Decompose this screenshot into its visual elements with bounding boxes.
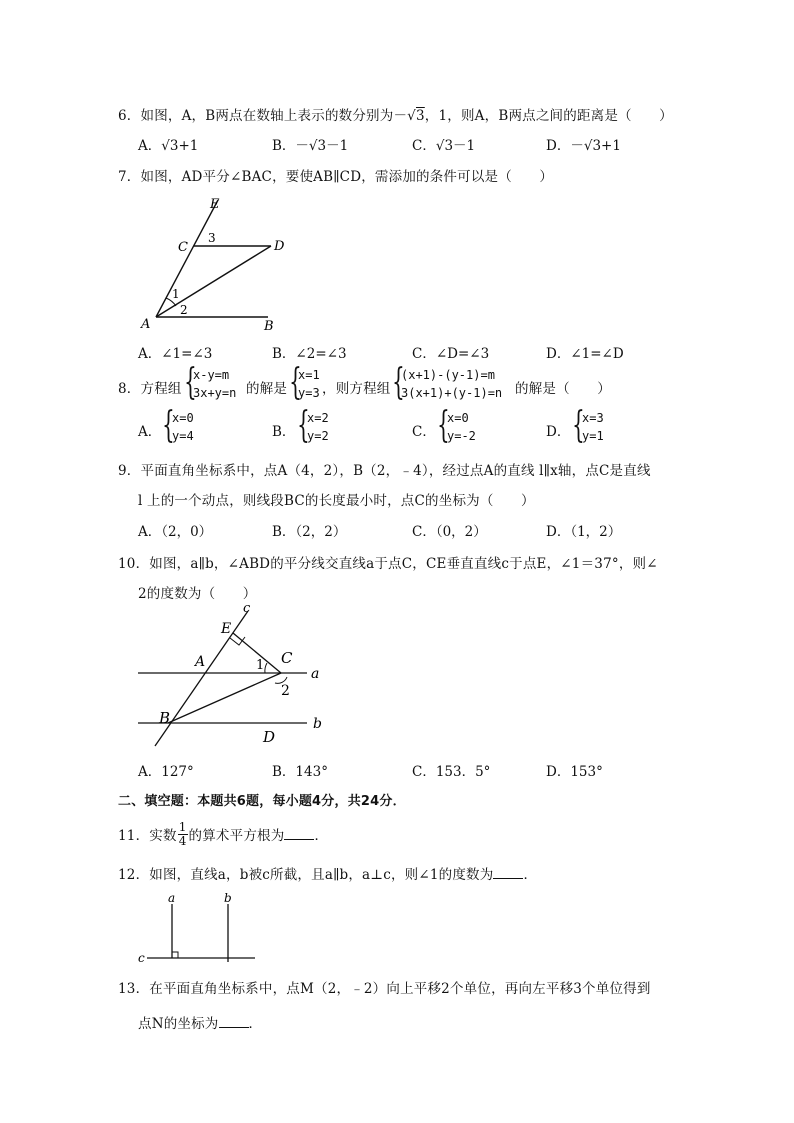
- label-b-line: b: [313, 716, 322, 732]
- q7-option-b: B．∠2=∠3: [272, 346, 347, 362]
- option-label: D．－: [546, 138, 584, 154]
- system-row: (x+1)-(y-1)=m: [401, 368, 495, 382]
- q10-option-d: D．153°: [546, 764, 603, 780]
- q8-system2: [401, 366, 502, 402]
- q9-option-c: C．（0，2）: [412, 524, 487, 540]
- label-a: A: [195, 654, 206, 670]
- q7-option-c: C．∠D=∠3: [412, 346, 490, 362]
- brace: {: [289, 362, 302, 403]
- label-e: E: [221, 621, 232, 637]
- q10-option-a: A．127°: [138, 764, 194, 780]
- label-1: 1: [172, 287, 180, 301]
- q9-line2: l 上的一个动点，则线段BC的长度最小时，点C的坐标为（ ）: [138, 493, 535, 509]
- label-c: C: [178, 240, 188, 255]
- answer-blank[interactable]: [493, 866, 523, 879]
- label-c: C: [281, 649, 293, 667]
- system-row: x=1: [298, 368, 320, 382]
- sqrt-sign: √: [308, 138, 318, 154]
- right-angle-mark: [172, 952, 178, 958]
- q11-post: 的算术平方根为: [188, 828, 285, 844]
- q13-line2: [138, 1012, 262, 1032]
- q6-stem-part2: ，1，则A，B两点之间的距离是（ ）: [424, 108, 673, 124]
- option-label: D．: [546, 424, 571, 440]
- q8-option-b-system: [307, 409, 329, 445]
- system-row: y=-2: [447, 429, 476, 443]
- brace: {: [437, 405, 450, 446]
- sqrt-sign: √: [583, 138, 593, 154]
- q6-stem-part1: 6．如图，A，B两点在数轴上表示的数分别为－: [118, 108, 408, 124]
- q6-option-c: [412, 134, 475, 154]
- option-label: C．: [412, 138, 436, 154]
- q10-line1: 10．如图，a∥b，∠ABD的平分线交直线a于点C，CE垂直直线c于点E，∠1＝37°，则∠: [118, 556, 658, 572]
- option-label: C．: [412, 424, 436, 440]
- label-3: 3: [208, 231, 216, 245]
- q13-end: ．: [248, 1016, 263, 1032]
- q8-mid1: 的解是: [246, 381, 288, 397]
- q10-option-c: C．153．5°: [412, 764, 491, 780]
- system-row: 3(x+1)+(y-1)=n: [401, 386, 503, 400]
- q13-line1: 13．在平面直角坐标系中，点M（2，﹣2）向上平移2个单位，再向左平移3个单位得到: [118, 981, 651, 997]
- q9-option-a: A．（2，0）: [138, 524, 213, 540]
- q6-stem: [118, 104, 673, 124]
- label-e: E: [210, 197, 220, 212]
- q8-option-d-system: [582, 409, 604, 445]
- line-bc: [168, 673, 281, 723]
- q11-end: ．: [314, 828, 329, 844]
- brace: {: [392, 362, 405, 403]
- system-row: x=3: [582, 411, 604, 425]
- label-c-line: c: [243, 603, 251, 616]
- system-row: y=3: [298, 386, 320, 400]
- line-ad: [156, 246, 271, 317]
- label-a: A: [141, 317, 151, 332]
- system-row: x=0: [172, 411, 194, 425]
- fraction-numerator: 1: [178, 820, 187, 834]
- q7-option-d: D．∠1=∠D: [546, 346, 624, 362]
- option-value: 3+1: [169, 138, 199, 154]
- q11-pre: 11．实数: [118, 828, 177, 844]
- q10-figure: [135, 603, 335, 753]
- sqrt-sign: √: [161, 138, 170, 154]
- q6-option-d: [546, 134, 621, 154]
- option-value: 3+1: [592, 138, 621, 154]
- q11: [118, 820, 329, 850]
- label-b: B: [159, 709, 171, 727]
- q9-line1: 9．平面直角坐标系中，点A（4，2），B（2，﹣4），经过点A的直线 l∥x轴，点C是直线: [118, 463, 651, 479]
- label-c: c: [138, 951, 145, 965]
- q9-option-d: D．（1，2）: [546, 524, 622, 540]
- label-a: a: [168, 891, 176, 905]
- q12-text: 12．如图，直线a，b被c所截，且a∥b，a⊥c，则∠1的度数为: [118, 867, 494, 883]
- system-row: y=4: [172, 429, 194, 443]
- q8-system1: [193, 366, 236, 402]
- q10-option-b: B．143°: [272, 764, 328, 780]
- q8-option-a-system: [172, 409, 194, 445]
- brace: {: [162, 405, 175, 446]
- q8-num: 8．方程组: [118, 381, 182, 397]
- fraction-denominator: 4: [178, 834, 187, 848]
- system-row: y=1: [582, 429, 604, 443]
- option-label: A．: [138, 138, 162, 154]
- answer-blank[interactable]: [219, 1015, 249, 1028]
- q7-option-a: A．∠1=∠3: [138, 346, 213, 362]
- label-d: D: [274, 239, 285, 254]
- label-2: 2: [180, 303, 188, 317]
- option-value: 3－1: [317, 138, 349, 154]
- sqrt-sign: √: [435, 138, 445, 154]
- sqrt-sign: √: [407, 108, 416, 124]
- system-row: x=0: [447, 411, 469, 425]
- line-ae: [156, 200, 218, 317]
- system-row: x-y=m: [193, 368, 230, 382]
- label-d: D: [263, 728, 276, 746]
- q8-option-c-system: [447, 409, 476, 445]
- q12: [118, 863, 537, 883]
- section-heading: 二、填空题：本题共6题，每小题4分，共24分．: [118, 794, 406, 809]
- q8-solution: [298, 366, 320, 402]
- system-row: y=2: [307, 429, 329, 443]
- label-1: 1: [256, 658, 265, 673]
- option-label: B．－: [272, 138, 309, 154]
- fraction: [178, 821, 188, 848]
- answer-blank[interactable]: [284, 827, 314, 840]
- option-value: 3－1: [444, 138, 476, 154]
- label-a-line: a: [311, 666, 320, 682]
- brace: {: [572, 405, 585, 446]
- q7-stem: 7．如图，AD平分∠BAC，要使AB∥CD，需添加的条件可以是（ ）: [118, 169, 554, 185]
- label-b: b: [224, 891, 232, 905]
- q12-end: ．: [523, 867, 538, 883]
- system-row: x=2: [307, 411, 329, 425]
- q6-option-a: [138, 134, 198, 154]
- option-label: B．: [272, 424, 296, 440]
- q13-line2-text: 点N的坐标为: [138, 1016, 219, 1032]
- q8-mid2: ，则方程组: [322, 381, 391, 397]
- brace: {: [184, 362, 197, 403]
- option-label: A．: [138, 424, 162, 440]
- brace: {: [297, 405, 310, 446]
- q8-end: 的解是（ ）: [515, 381, 611, 397]
- q6-sqrt-value: 3: [415, 108, 425, 124]
- q10-line2: 2的度数为（ ）: [138, 586, 257, 602]
- q7-figure: [138, 190, 288, 335]
- system-row: 3x+y=n: [193, 386, 237, 400]
- label-b: B: [264, 319, 274, 334]
- label-2: 2: [281, 683, 290, 699]
- q12-figure: [135, 890, 265, 965]
- q9-option-b: B．（2，2）: [272, 524, 347, 540]
- angle-1-arc: [265, 663, 267, 673]
- q6-option-b: [272, 134, 348, 154]
